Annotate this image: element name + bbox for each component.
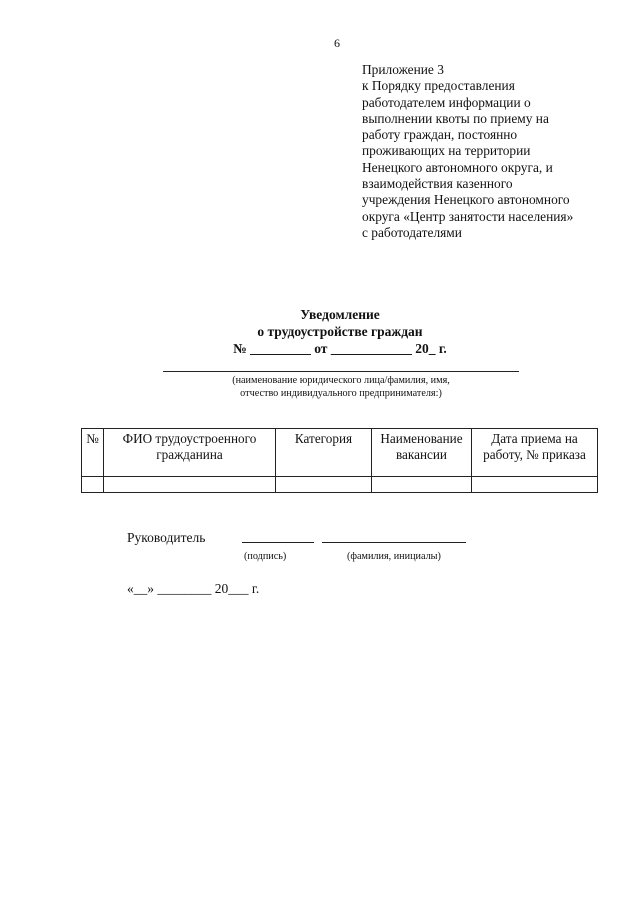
appendix-line: работу граждан, постоянно	[362, 127, 518, 143]
title-heading: Уведомление	[300, 307, 380, 322]
organization-caption-line: (наименование юридического лица/фамилия, имя,	[232, 375, 450, 386]
header-hire-date: Дата приема на работу, № приказа	[472, 429, 598, 477]
appendix-line: работодателем информации о	[362, 94, 531, 110]
appendix-line: к Порядку предоставления	[362, 78, 515, 94]
appendix-line: Ненецкого автономного округа, и	[362, 159, 553, 175]
table-header-row	[82, 429, 598, 477]
document-title	[160, 306, 520, 357]
table-cell	[276, 477, 372, 493]
name-line	[322, 542, 466, 543]
table-cell	[372, 477, 472, 493]
table-cell	[472, 477, 598, 493]
appendix-line: выполнении квоты по приему на	[362, 110, 549, 126]
table-row	[82, 477, 598, 493]
name-caption: (фамилия, инициалы)	[347, 551, 441, 562]
appendix-line: взаимодействия казенного	[362, 176, 513, 192]
header-vacancy: Наименование вакансии	[372, 429, 472, 477]
signature-caption: (подпись)	[244, 551, 287, 562]
signature-line	[242, 542, 314, 543]
date-line: «__» ________ 20___ г.	[127, 581, 260, 596]
appendix-line: округа «Центр занятости населения»	[362, 208, 574, 224]
appendix-line: Приложение 3	[362, 62, 444, 77]
signature-label: Руководитель	[127, 530, 206, 545]
organization-caption-line: отчество индивидуального предпринимателя:)	[240, 388, 442, 399]
organization-name-line	[163, 371, 519, 372]
title-number-date: № _________ от ____________ 20_ г.	[233, 341, 447, 356]
header-number: №	[82, 429, 104, 477]
title-subheading: о трудоустройстве граждан	[257, 324, 423, 339]
page-number: 6	[334, 36, 340, 50]
organization-caption	[160, 374, 522, 400]
table-cell	[82, 477, 104, 493]
employment-table	[81, 428, 598, 493]
appendix-line: с работодателями	[362, 224, 462, 240]
header-category: Категория	[276, 429, 372, 477]
appendix-line: учреждения Ненецкого автономного	[362, 192, 570, 208]
table-cell	[104, 477, 276, 493]
appendix-header	[362, 62, 602, 241]
header-full-name: ФИО трудоустроенного гражданина	[104, 429, 276, 477]
appendix-line: проживающих на территории	[362, 143, 531, 159]
